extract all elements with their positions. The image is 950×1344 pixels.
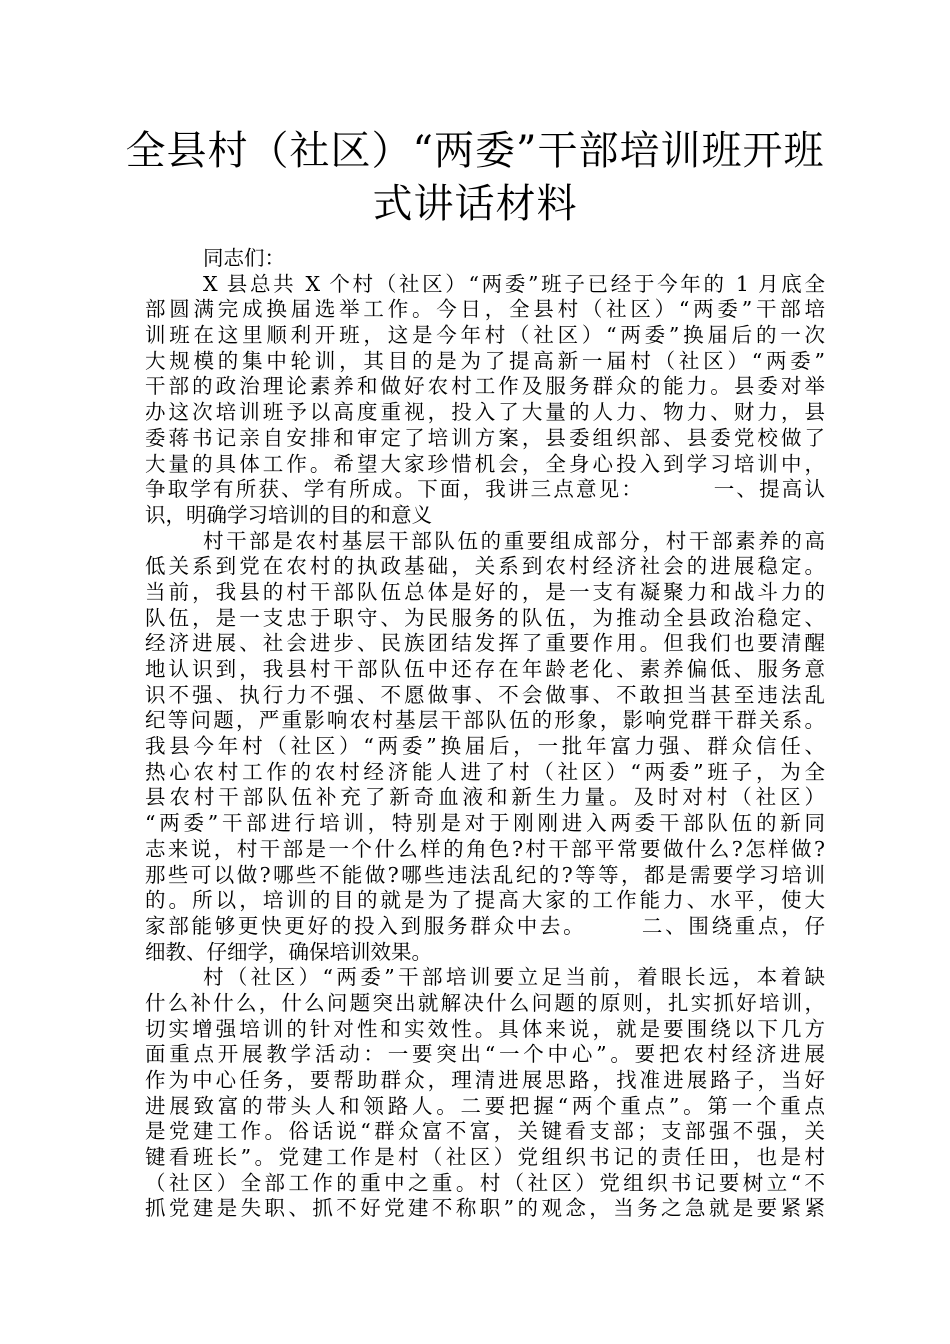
body-text-line: 作为中心任务，要帮助群众，理清进展思路，找准进展路子，当好 <box>145 1068 825 1092</box>
document-title-line-2: 式讲话材料 <box>372 181 578 227</box>
body-text-line: 大量的具体工作。希望大家珍惜机会，全身心投入到学习培训中， <box>145 451 825 476</box>
body-text-line: 面重点开展教学活动：一要突出“一个中心”。要把农村经济进展 <box>145 1042 825 1067</box>
body-text-line: 抓党建是失职、抓不好党建不称职”的观念，当务之急就是要紧紧 <box>145 1196 825 1221</box>
body-text-line: 键看班长”。党建工作是村（社区）党组织书记的责任田，也是村 <box>145 1145 825 1170</box>
body-text-line: 经济进展、社会进步、民族团结发挥了重要作用。但我们也要清醒 <box>145 631 825 656</box>
body-text-line: 进展致富的带头人和领路人。二要把握“两个重点”。第一个重点 <box>145 1093 825 1118</box>
body-text-line: 热心农村工作的农村经济能人进了村（社区）“两委”班子，为全 <box>145 759 825 784</box>
body-text-line: 我县今年村（社区）“两委”换届后，一批年富力强、群众信任、 <box>145 734 825 759</box>
body-text-line: 干部的政治理论素养和做好农村工作及服务群众的能力。县委对举 <box>145 374 825 399</box>
body-text-line: X 县总共 X 个村（社区）“两委”班子已经于今年的 1 月底全 <box>203 271 825 296</box>
body-text-line: 志来说，村干部是一个什么样的角色?村干部平常要做什么?怎样做? <box>145 836 825 861</box>
body-text-line: 细教、仔细学，确保培训效果。 <box>145 939 432 964</box>
body-text-line: （社区）全部工作的重中之重。村（社区）党组织书记要树立“不 <box>145 1170 825 1195</box>
body-text-line: 办这次培训班予以高度重视，投入了大量的人力、物力、财力，县 <box>145 400 825 425</box>
body-text-line: 切实增强培训的针对性和实效性。具体来说，就是要围绕以下几方 <box>145 1016 825 1041</box>
document-body <box>145 246 825 1222</box>
body-text-line: 村（社区）“两委”干部培训要立足当前，着眼长远，本着缺 <box>203 965 825 990</box>
body-text-line: 委蒋书记亲自安排和审定了培训方案，县委组织部、县委党校做了 <box>145 425 825 450</box>
body-text-line: 纪等问题，严重影响农村基层干部队伍的形象，影响党群干群关系。 <box>145 708 825 733</box>
body-text-line: 家部能够更快更好的投入到服务群众中去。 二、围绕重点，仔 <box>145 913 825 938</box>
document-title-line-1: 全县村（社区）“两委”干部培训班开班 <box>125 128 825 174</box>
body-text-line: 是党建工作。俗话说“群众富不富，关键看支部；支部强不强，关 <box>145 1119 825 1144</box>
body-text-line: 当前，我县的村干部队伍总体是好的，是一支有凝聚力和战斗力的 <box>145 579 825 604</box>
body-text-line: 县农村干部队伍补充了新奇血液和新生力量。及时对村（社区） <box>145 785 825 810</box>
body-text-line: 的。所以，培训的目的就是为了提高大家的工作能力、水平，使大 <box>145 888 825 913</box>
body-text-line: 识不强、执行力不强、不愿做事、不会做事、不敢担当甚至违法乱 <box>145 682 825 707</box>
body-text-line: “两委”干部进行培训，特别是对于刚刚进入两委干部队伍的新同 <box>145 811 825 836</box>
body-text-line: 争取学有所获、学有所成。下面，我讲三点意见： 一、提高认 <box>145 477 825 502</box>
body-text-line: 同志们： <box>203 246 285 270</box>
body-text-line: 大规模的集中轮训，其目的是为了提高新一届村（社区）“两委” <box>145 348 825 373</box>
body-text-line: 低关系到党在农村的执政基础，关系到农村经济社会的进展稳定。 <box>145 554 825 579</box>
body-text-line: 部圆满完成换届选举工作。今日，全县村（社区）“两委”干部培 <box>145 297 825 322</box>
body-text-line: 什么补什么，什么问题突出就解决什么问题的原则，扎实抓好培训， <box>145 990 825 1015</box>
body-text-line: 训班在这里顺利开班，这是今年村（社区）“两委”换届后的一次 <box>145 323 825 348</box>
body-text-line: 识，明确学习培训的目的和意义 <box>145 502 432 527</box>
body-text-line: 村干部是农村基层干部队伍的重要组成部分，村干部素养的高 <box>203 528 825 553</box>
body-text-line: 队伍，是一支忠于职守、为民服务的队伍，为推动全县政治稳定、 <box>145 605 825 630</box>
body-text-line: 地认识到，我县村干部队伍中还存在年龄老化、素养偏低、服务意 <box>145 657 825 681</box>
body-text-line: 那些可以做?哪些不能做?哪些违法乱纪的?等等，都是需要学习培训 <box>145 862 825 887</box>
